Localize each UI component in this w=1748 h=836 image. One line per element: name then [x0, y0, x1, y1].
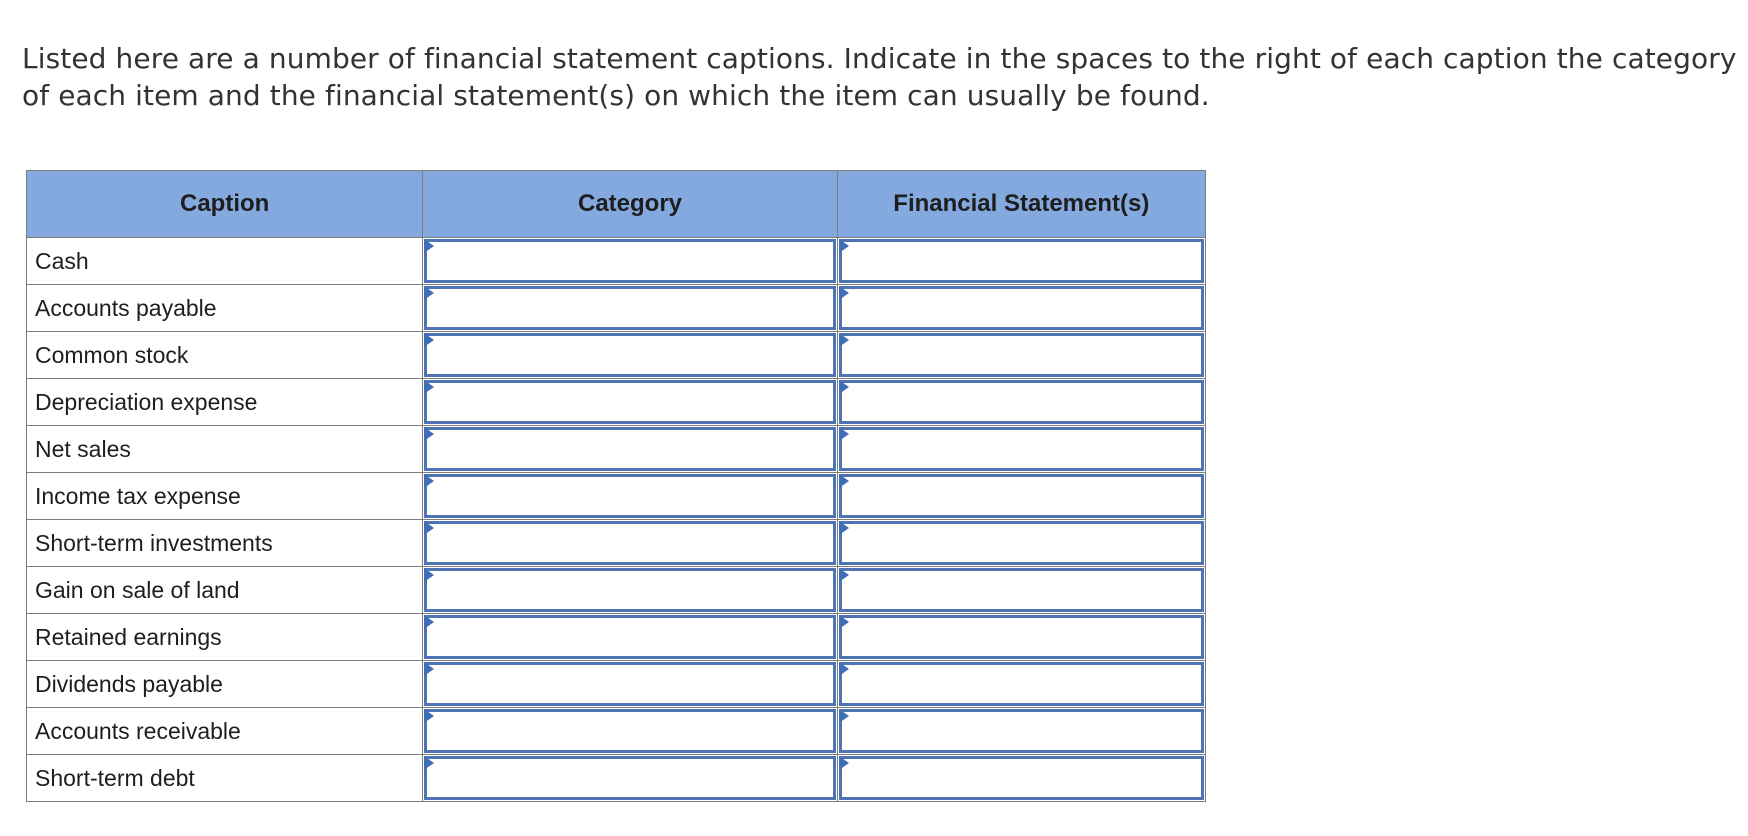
financial-statements-dropdown[interactable]: [839, 333, 1204, 377]
financial-statements-dropdown[interactable]: [839, 662, 1204, 706]
table-row: [27, 567, 1206, 614]
financial-statements-cell: [837, 379, 1205, 426]
financial-statements-cell: [837, 332, 1205, 379]
category-dropdown[interactable]: [424, 662, 835, 706]
caption-cell: Gain on sale of land: [27, 567, 423, 614]
table-row: [27, 520, 1206, 567]
dropdown-marker-icon: [424, 239, 434, 253]
financial-statements-cell: [837, 426, 1205, 473]
category-dropdown[interactable]: [424, 333, 835, 377]
financial-statements-dropdown[interactable]: [839, 615, 1204, 659]
dropdown-marker-icon: [839, 568, 849, 582]
table-row: [27, 473, 1206, 520]
dropdown-marker-icon: [424, 662, 434, 676]
caption-table: [26, 170, 1206, 802]
financial-statements-cell: [837, 614, 1205, 661]
category-column-header: Category: [423, 171, 837, 238]
financial-statements-cell: [837, 520, 1205, 567]
financial-statements-cell: [837, 661, 1205, 708]
instructions-text: Listed here are a number of financial statement captions. Indicate in the spaces to the right of each caption the category of each item and the financial statement(s) on which the item can usually be found.: [22, 42, 1737, 112]
dropdown-marker-icon: [839, 662, 849, 676]
category-cell: [423, 379, 837, 426]
dropdown-marker-icon: [839, 333, 849, 347]
table-row: [27, 285, 1206, 332]
caption-cell: Common stock: [27, 332, 423, 379]
category-cell: [423, 614, 837, 661]
financial-statements-dropdown[interactable]: [839, 521, 1204, 565]
dropdown-marker-icon: [424, 709, 434, 723]
caption-cell: Accounts receivable: [27, 708, 423, 755]
dropdown-marker-icon: [424, 333, 434, 347]
dropdown-marker-icon: [424, 380, 434, 394]
caption-cell: Income tax expense: [27, 473, 423, 520]
category-cell: [423, 285, 837, 332]
dropdown-marker-icon: [839, 286, 849, 300]
financial-statements-cell: [837, 567, 1205, 614]
caption-cell: Cash: [27, 238, 423, 285]
dropdown-marker-icon: [839, 474, 849, 488]
table-row: [27, 708, 1206, 755]
caption-cell: Net sales: [27, 426, 423, 473]
table-header-row: [27, 171, 1206, 238]
financial-statements-dropdown[interactable]: [839, 286, 1204, 330]
category-dropdown[interactable]: [424, 709, 835, 753]
financial-statements-cell: [837, 755, 1205, 802]
category-cell: [423, 755, 837, 802]
category-dropdown[interactable]: [424, 474, 835, 518]
category-cell: [423, 708, 837, 755]
caption-cell: Accounts payable: [27, 285, 423, 332]
caption-cell: Short-term debt: [27, 755, 423, 802]
table-row: [27, 426, 1206, 473]
financial-statements-dropdown[interactable]: [839, 474, 1204, 518]
dropdown-marker-icon: [424, 427, 434, 441]
category-cell: [423, 426, 837, 473]
financial-statements-dropdown[interactable]: [839, 709, 1204, 753]
caption-cell: Retained earnings: [27, 614, 423, 661]
category-dropdown[interactable]: [424, 239, 835, 283]
table-row: [27, 614, 1206, 661]
dropdown-marker-icon: [424, 568, 434, 582]
caption-column-header: Caption: [27, 171, 423, 238]
dropdown-marker-icon: [839, 239, 849, 253]
table-row: [27, 332, 1206, 379]
category-cell: [423, 520, 837, 567]
financial-statements-cell: [837, 238, 1205, 285]
financial-statements-cell: [837, 285, 1205, 332]
category-dropdown[interactable]: [424, 521, 835, 565]
category-dropdown[interactable]: [424, 380, 835, 424]
caption-cell: Depreciation expense: [27, 379, 423, 426]
financial-statements-dropdown[interactable]: [839, 427, 1204, 471]
caption-cell: Short-term investments: [27, 520, 423, 567]
dropdown-marker-icon: [839, 709, 849, 723]
dropdown-marker-icon: [424, 521, 434, 535]
dropdown-marker-icon: [424, 756, 434, 770]
table-row: [27, 379, 1206, 426]
financial-statements-dropdown[interactable]: [839, 568, 1204, 612]
financial-statements-dropdown[interactable]: [839, 239, 1204, 283]
category-cell: [423, 661, 837, 708]
financial-statements-column-header: Financial Statement(s): [837, 171, 1205, 238]
dropdown-marker-icon: [839, 427, 849, 441]
financial-statements-cell: [837, 708, 1205, 755]
dropdown-marker-icon: [424, 474, 434, 488]
table-row: [27, 755, 1206, 802]
table-row: [27, 661, 1206, 708]
caption-cell: Dividends payable: [27, 661, 423, 708]
dropdown-marker-icon: [424, 615, 434, 629]
category-dropdown[interactable]: [424, 427, 835, 471]
category-dropdown[interactable]: [424, 286, 835, 330]
category-cell: [423, 567, 837, 614]
category-cell: [423, 238, 837, 285]
category-cell: [423, 473, 837, 520]
category-dropdown[interactable]: [424, 568, 835, 612]
category-dropdown[interactable]: [424, 615, 835, 659]
dropdown-marker-icon: [839, 380, 849, 394]
category-cell: [423, 332, 837, 379]
financial-statements-cell: [837, 473, 1205, 520]
dropdown-marker-icon: [839, 615, 849, 629]
table-row: [27, 238, 1206, 285]
dropdown-marker-icon: [839, 521, 849, 535]
category-dropdown[interactable]: [424, 756, 835, 800]
dropdown-marker-icon: [424, 286, 434, 300]
financial-statements-dropdown[interactable]: [839, 756, 1204, 800]
financial-statements-dropdown[interactable]: [839, 380, 1204, 424]
dropdown-marker-icon: [839, 756, 849, 770]
